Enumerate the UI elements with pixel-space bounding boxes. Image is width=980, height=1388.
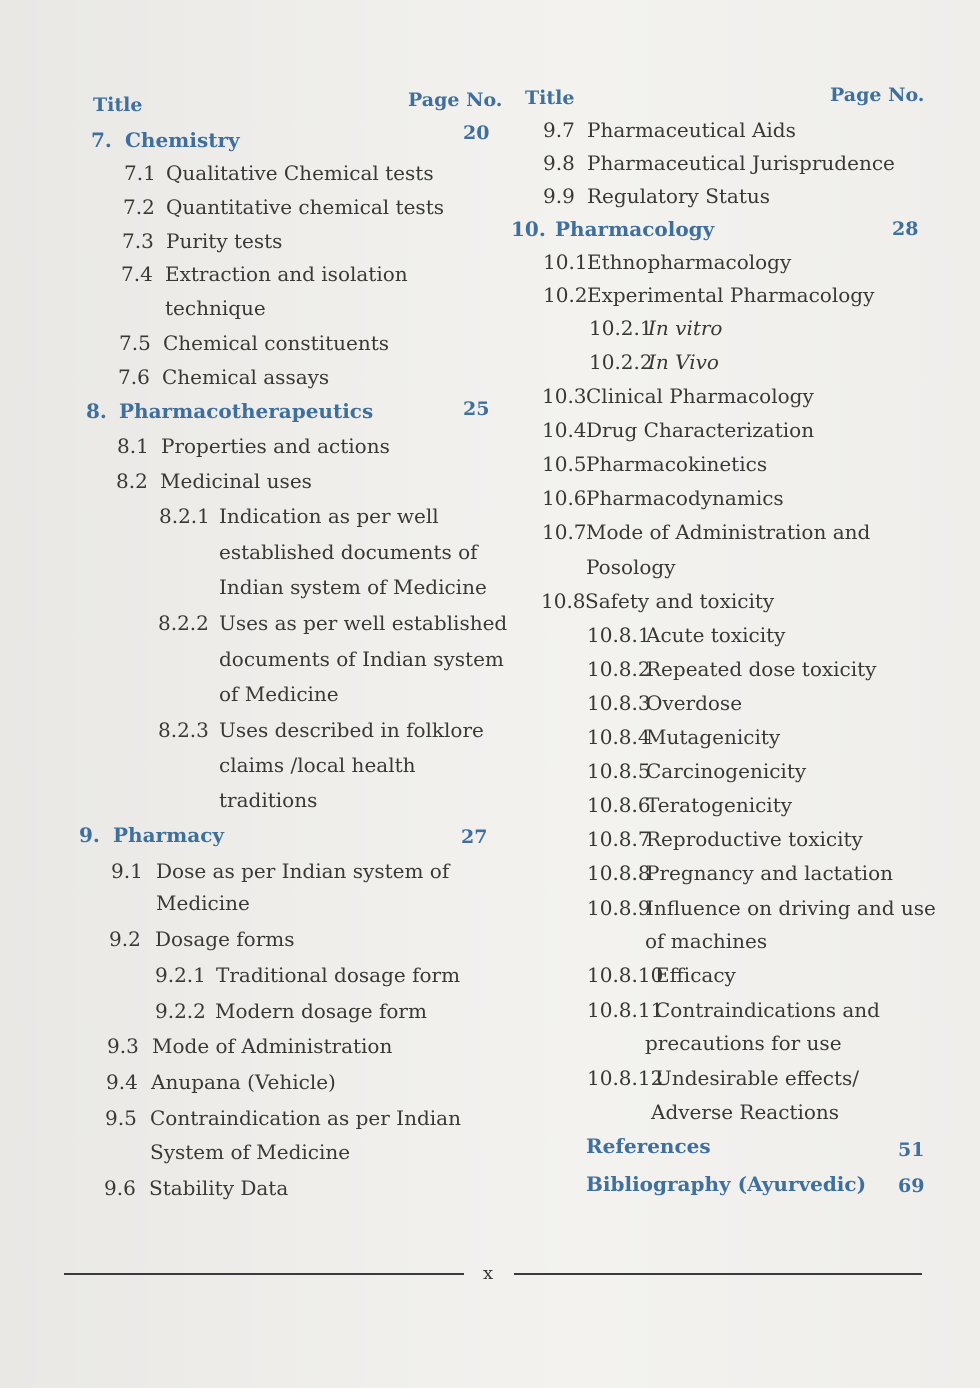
section-page-number: 25	[463, 398, 490, 420]
toc-entry[interactable]: 10.8.12Undesirable effects/	[587, 1066, 860, 1090]
toc-entry-continuation: Indian system of Medicine	[219, 575, 487, 599]
toc-section-chemistry[interactable]	[91, 126, 240, 154]
toc-entry[interactable]: 7.3 Purity tests	[122, 229, 283, 253]
section-page-number: 28	[892, 218, 919, 240]
toc-entry[interactable]: 10.4Drug Characterization	[542, 418, 815, 442]
toc-entry[interactable]: 10.8.11Contraindications and	[587, 998, 880, 1022]
toc-section-pharmacotherapeutics[interactable]	[86, 397, 373, 425]
toc-entry-continuation: of Medicine	[219, 682, 339, 706]
footer-rule-right	[514, 1273, 922, 1275]
section-number: 7.	[91, 128, 112, 152]
toc-entry-continuation: Adverse Reactions	[651, 1100, 840, 1124]
toc-entry[interactable]: 10.7Mode of Administration and	[542, 520, 871, 544]
toc-entry-continuation: documents of Indian system	[219, 647, 504, 671]
toc-entry[interactable]: 10.8.8Pregnancy and lactation	[587, 861, 894, 885]
section-page-number: 69	[898, 1175, 925, 1197]
section-title: Pharmacology	[555, 217, 715, 241]
toc-entry[interactable]: 9.9 Regulatory Status	[543, 184, 771, 208]
toc-entry[interactable]: 10.8.3Overdose	[587, 691, 743, 715]
toc-entry-continuation: of machines	[645, 929, 768, 953]
toc-entry[interactable]: 9.2.2 Modern dosage form	[155, 999, 427, 1023]
page-column-header: Page No.	[830, 84, 925, 106]
toc-left-column	[0, 0, 508, 1260]
toc-entry[interactable]: 10.2Experimental Pharmacology	[543, 283, 875, 307]
toc-entry-continuation: precautions for use	[645, 1031, 842, 1055]
footer-rule-left	[64, 1273, 464, 1275]
section-title: Chemistry	[125, 128, 240, 152]
toc-entry[interactable]: 9.2 Dosage forms	[109, 927, 295, 951]
page-number: x	[483, 1263, 494, 1284]
toc-entry[interactable]: 9.6 Stability Data	[104, 1176, 289, 1200]
toc-entry-continuation: technique	[165, 296, 266, 320]
section-number: 8.	[86, 399, 107, 423]
toc-entry[interactable]: 10.8.2Repeated dose toxicity	[587, 657, 877, 681]
toc-entry[interactable]: 8.2.3 Uses described in folklore	[158, 718, 484, 742]
toc-entry[interactable]: 10.8.1Acute toxicity	[587, 623, 786, 647]
toc-entry[interactable]: 10.8Safety and toxicity	[541, 589, 775, 613]
toc-entry-continuation: traditions	[219, 788, 318, 812]
toc-entry[interactable]: 8.1 Properties and actions	[117, 434, 390, 458]
section-page-number: 20	[463, 122, 490, 144]
toc-entry[interactable]: 10.8.10Efficacy	[587, 963, 736, 987]
toc-entry[interactable]: 7.5 Chemical constituents	[119, 331, 390, 355]
toc-entry-continuation: established documents of	[219, 540, 478, 564]
section-page-number: 27	[461, 826, 488, 848]
toc-section-references[interactable]: References	[586, 1134, 711, 1158]
toc-entry[interactable]: 10.8.4Mutagenicity	[587, 725, 781, 749]
toc-entry[interactable]: 10.8.5Carcinogenicity	[587, 759, 807, 783]
toc-entry[interactable]: 9.4 Anupana (Vehicle)	[106, 1070, 336, 1094]
title-column-header: Title	[93, 94, 143, 116]
toc-entry[interactable]: 9.3 Mode of Administration	[107, 1034, 393, 1058]
toc-entry[interactable]: 8.2.2 Uses as per well established	[158, 611, 508, 635]
toc-entry[interactable]: 9.8 Pharmaceutical Jurisprudence	[543, 151, 895, 175]
toc-section-pharmacology[interactable]	[511, 215, 714, 243]
section-title: Pharmacotherapeutics	[119, 399, 374, 423]
page-column-header: Page No.	[408, 89, 503, 111]
section-number: 9.	[79, 823, 100, 847]
toc-entry[interactable]: 10.5Pharmacokinetics	[542, 452, 768, 476]
toc-entry-continuation: System of Medicine	[150, 1140, 351, 1164]
toc-entry[interactable]: 7.1 Qualitative Chemical tests	[124, 161, 434, 185]
toc-entry[interactable]: 7.4 Extraction and isolation	[121, 262, 408, 286]
section-title: Pharmacy	[113, 823, 224, 847]
section-page-number: 51	[898, 1139, 925, 1161]
toc-entry-continuation: claims /local health	[219, 753, 416, 777]
toc-entry[interactable]: 10.8.6Teratogenicity	[587, 793, 793, 817]
toc-entry[interactable]: 10.6Pharmacodynamics	[542, 486, 784, 510]
title-column-header: Title	[525, 87, 575, 109]
toc-section-bibliography[interactable]: Bibliography (Ayurvedic)	[586, 1172, 867, 1196]
toc-entry[interactable]: 9.5 Contraindication as per Indian	[105, 1106, 461, 1130]
toc-entry[interactable]: 7.2 Quantitative chemical tests	[123, 195, 444, 219]
toc-entry[interactable]: 9.7 Pharmaceutical Aids	[543, 118, 796, 142]
toc-entry[interactable]: 7.6 Chemical assays	[118, 365, 330, 389]
toc-right-column	[500, 0, 940, 1260]
toc-entry[interactable]: 10.8.7Reproductive toxicity	[587, 827, 863, 851]
toc-entry[interactable]: 10.3Clinical Pharmacology	[542, 384, 814, 408]
toc-entry[interactable]: 8.2 Medicinal uses	[116, 469, 312, 493]
toc-entry[interactable]: 10.8.9Influence on driving and use	[587, 896, 936, 920]
toc-section-pharmacy[interactable]	[79, 821, 224, 849]
toc-entry[interactable]: 10.2.2In Vivo	[589, 350, 719, 374]
section-number: 10.	[511, 217, 546, 241]
toc-entry[interactable]: 8.2.1 Indication as per well	[159, 504, 439, 528]
toc-entry-continuation: Posology	[586, 555, 676, 579]
toc-entry[interactable]: 9.1 Dose as per Indian system of	[111, 859, 450, 883]
toc-entry[interactable]: 10.2.1In vitro	[589, 316, 723, 340]
toc-entry[interactable]: 9.2.1 Traditional dosage form	[155, 963, 461, 987]
toc-entry[interactable]: 10.1Ethnopharmacology	[543, 250, 792, 274]
toc-entry-continuation: Medicine	[156, 891, 250, 915]
